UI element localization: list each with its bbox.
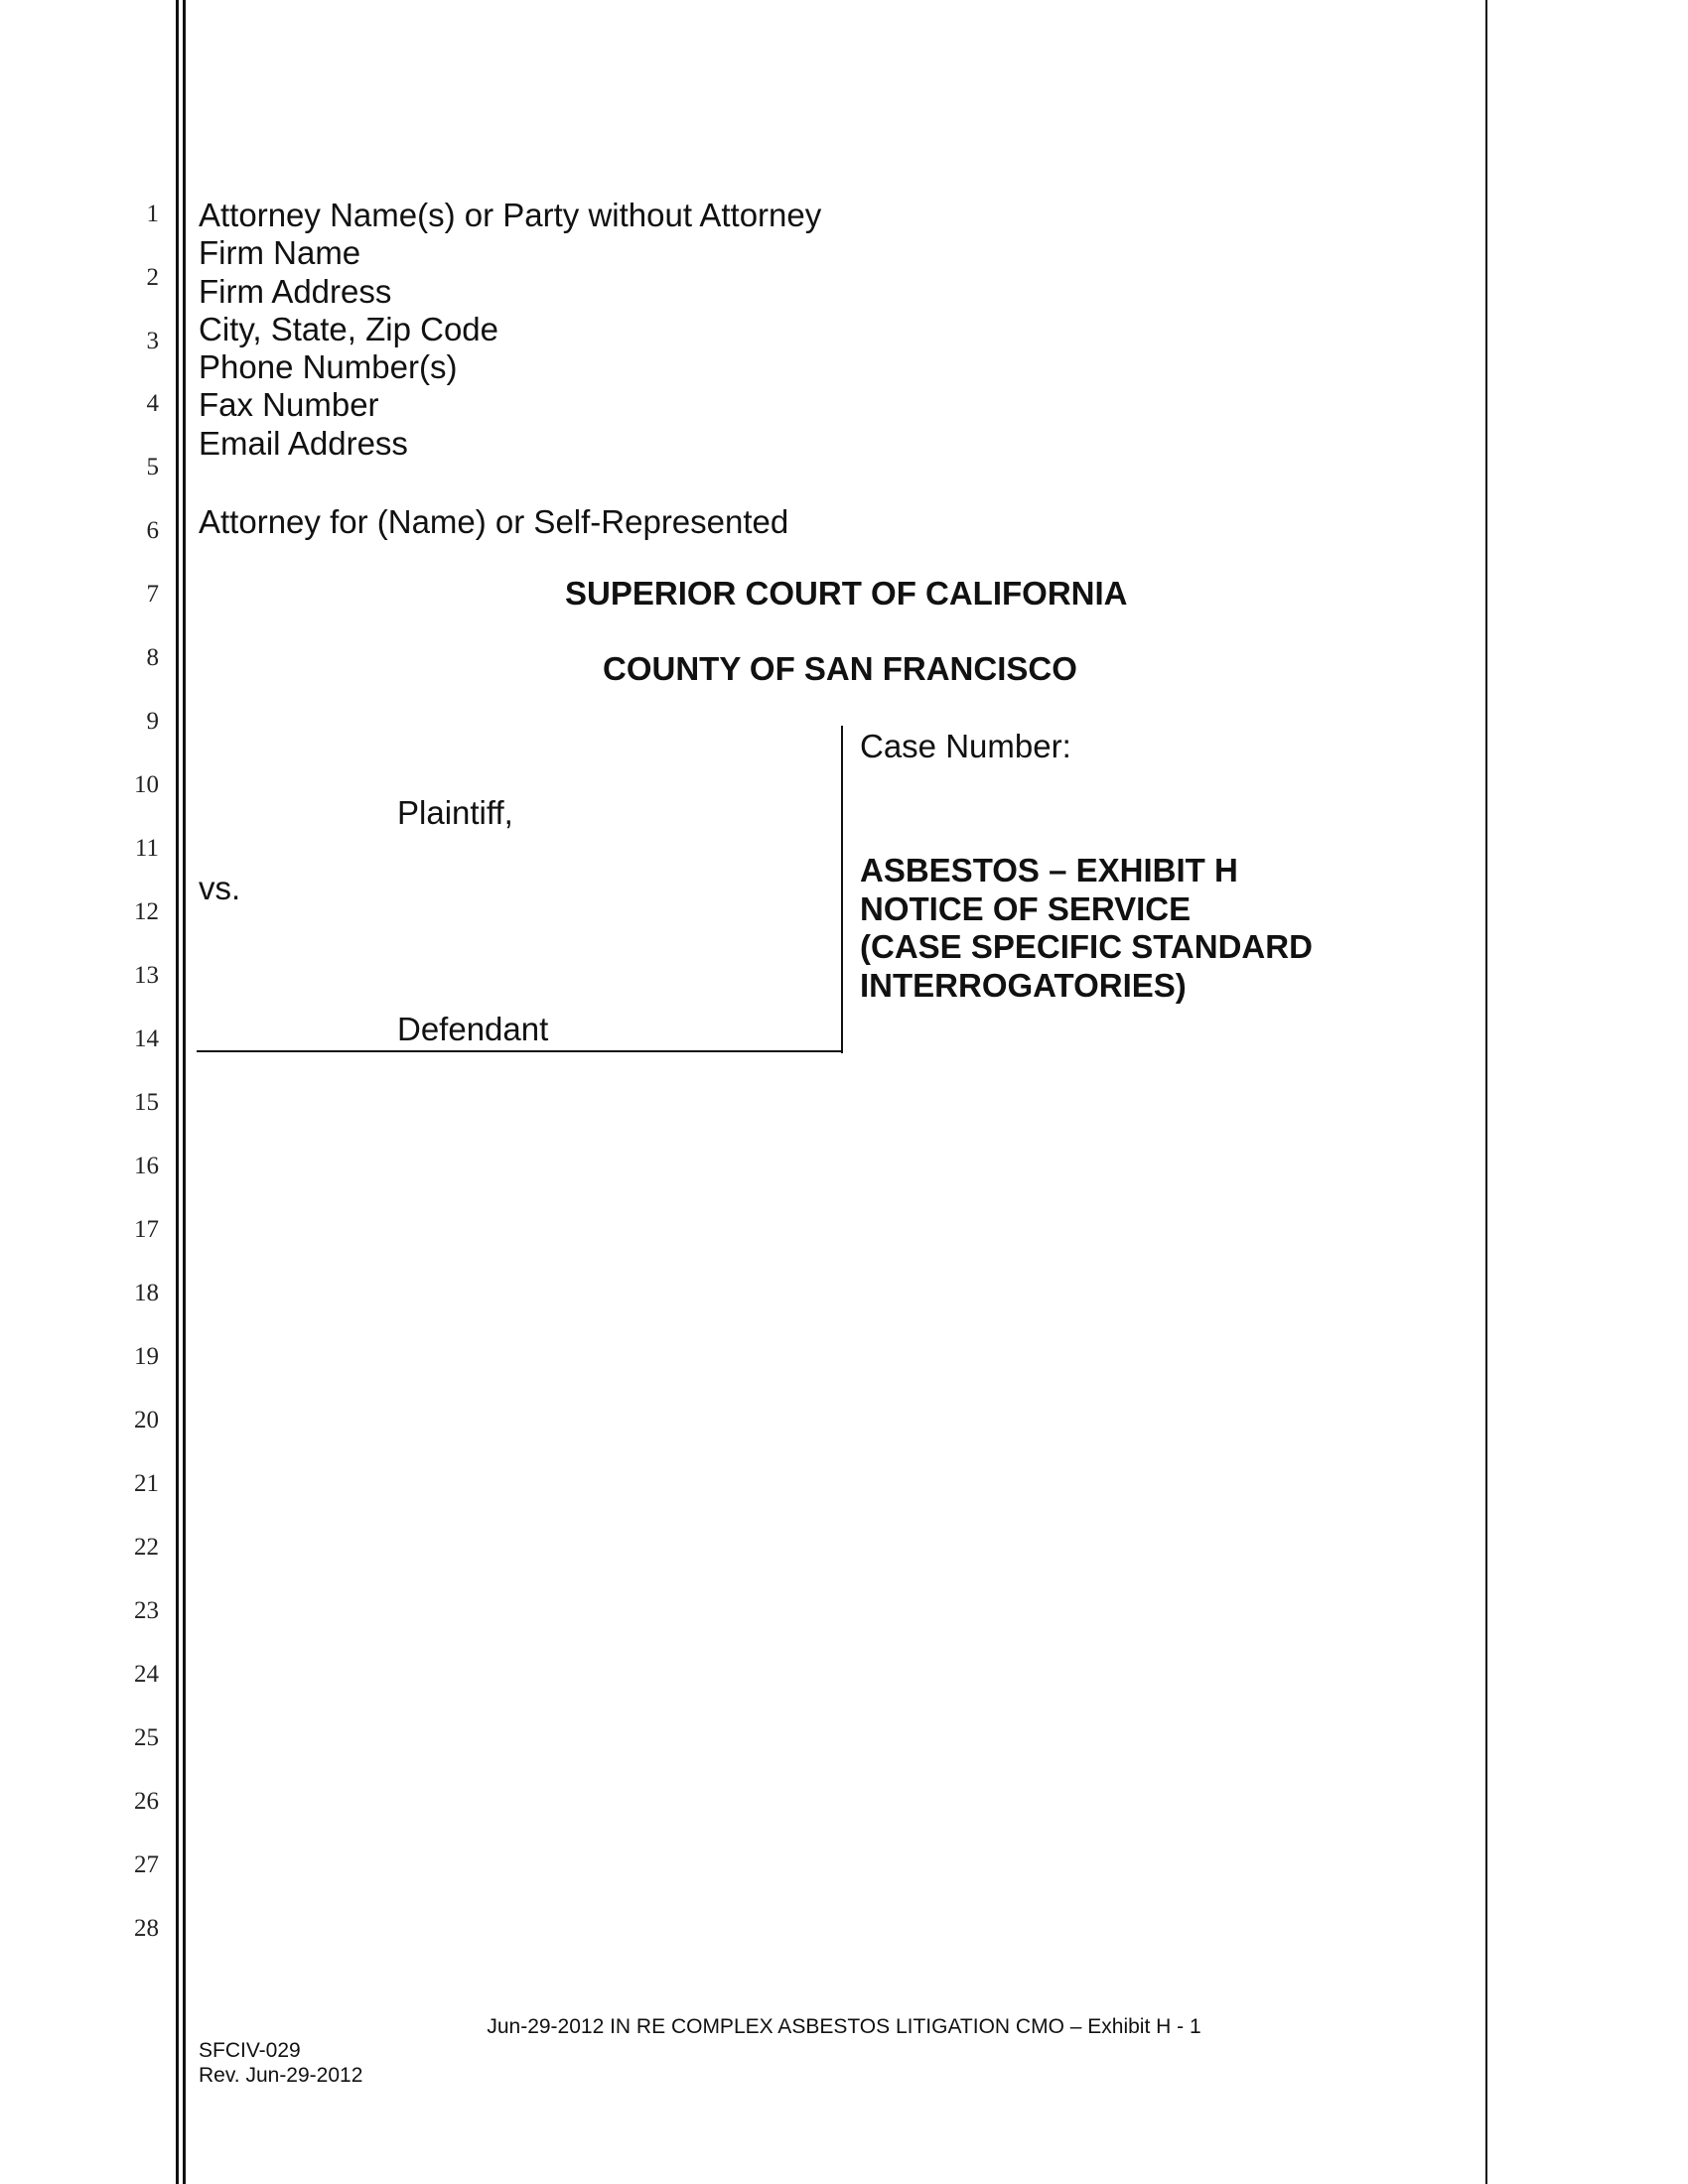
court-county: COUNTY OF SAN FRANCISCO	[603, 650, 1077, 687]
line-number: 20	[134, 1407, 159, 1433]
caption-divider-horizontal	[197, 1050, 843, 1052]
line-number: 24	[134, 1661, 159, 1688]
line-number: 9	[146, 708, 159, 735]
line-number: 25	[134, 1724, 159, 1751]
caption-divider-vertical	[841, 726, 843, 1053]
line-number: 5	[146, 454, 159, 480]
line-number: 7	[146, 581, 159, 608]
document-title	[860, 852, 1313, 1005]
line-number: 10	[134, 771, 159, 798]
form-info	[199, 2039, 362, 2088]
footer-title: Jun-29-2012 IN RE COMPLEX ASBESTOS LITIGATION CMO – Exhibit H - 1	[487, 2015, 1201, 2038]
line-number: 16	[134, 1153, 159, 1179]
line-number: 6	[146, 517, 159, 544]
document-title-line: INTERROGATORIES)	[860, 966, 1187, 1004]
defendant-label: Defendant	[397, 1011, 549, 1047]
firm-name-line: Firm Name	[199, 234, 361, 272]
attorney-info-block	[199, 197, 821, 463]
line-number: 23	[134, 1597, 159, 1624]
plaintiff-label: Plaintiff,	[397, 794, 513, 831]
document-title-line: ASBESTOS – EXHIBIT H	[860, 852, 1238, 888]
city-state-zip-line: City, State, Zip Code	[199, 310, 499, 347]
line-number: 2	[146, 264, 159, 291]
line-number: 27	[134, 1851, 159, 1878]
line-number: 8	[146, 644, 159, 671]
line-number: 17	[134, 1216, 159, 1243]
form-number: SFCIV-029	[199, 2039, 301, 2062]
line-number: 13	[134, 962, 159, 989]
fax-line: Fax Number	[199, 386, 379, 424]
line-number: 1	[146, 201, 159, 227]
line-number: 26	[134, 1788, 159, 1815]
email-line: Email Address	[199, 424, 408, 462]
versus-label: vs.	[199, 870, 241, 906]
line-number: 4	[146, 390, 159, 417]
court-name: SUPERIOR COURT OF CALIFORNIA	[565, 575, 1128, 612]
line-number: 22	[134, 1534, 159, 1561]
left-margin-rule-inner	[183, 0, 186, 2184]
line-number: 11	[134, 835, 159, 862]
line-number: 18	[134, 1280, 159, 1306]
line-number: 3	[146, 328, 159, 354]
attorney-for-line: Attorney for (Name) or Self-Represented	[199, 503, 789, 540]
line-number: 21	[134, 1470, 159, 1497]
firm-address-line: Firm Address	[199, 272, 392, 310]
phone-line: Phone Number(s)	[199, 348, 458, 386]
attorney-name-line: Attorney Name(s) or Party without Attorney	[199, 197, 822, 233]
case-number-label: Case Number:	[860, 728, 1071, 764]
document-title-line: NOTICE OF SERVICE	[860, 889, 1192, 927]
document-title-line: (CASE SPECIFIC STANDARD	[860, 928, 1313, 965]
right-margin-rule	[1485, 0, 1487, 2184]
line-number: 15	[134, 1089, 159, 1116]
line-number: 28	[134, 1915, 159, 1942]
page-footer	[0, 2014, 1688, 2040]
line-number: 19	[134, 1343, 159, 1370]
left-margin-rule-outer	[176, 0, 179, 2184]
line-number: 12	[134, 898, 159, 925]
line-number: 14	[134, 1025, 159, 1052]
form-revision: Rev. Jun-29-2012	[199, 2063, 363, 2087]
